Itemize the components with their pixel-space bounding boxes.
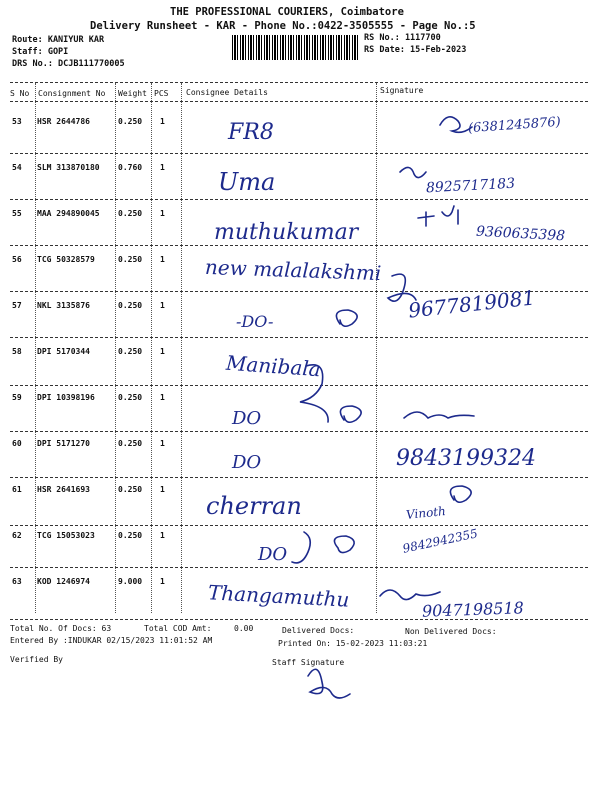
row-consignee: DO [258, 544, 288, 565]
row-signature: 9360635398 [475, 223, 566, 245]
row-sno: 53 [12, 117, 22, 126]
row-pcs: 1 [160, 301, 165, 310]
row-consignment: KOD 1246974 [37, 577, 90, 586]
row-signature: 8925717183 [425, 175, 516, 197]
row-consignment: TCG 50328579 [37, 255, 95, 264]
row-pcs: 1 [160, 485, 165, 494]
runsheet-subtitle: Delivery Runsheet - KAR - Phone No.:0422-3505555 - Page No.:5 [90, 20, 476, 32]
staff-label: Staff: GOPI [12, 47, 69, 57]
row-pcs: 1 [160, 209, 165, 218]
col-signature: Signature [380, 86, 424, 95]
row-consignee: Thangamuthu [207, 580, 350, 612]
row-consignment: HSR 2644786 [37, 117, 90, 126]
col-weight: Weight [118, 89, 147, 98]
row-pcs: 1 [160, 347, 165, 356]
rs-number: RS No.: 1117700 [364, 33, 441, 43]
row-consignee: Uma [218, 168, 276, 196]
row-weight: 0.760 [118, 163, 143, 172]
row-signature: 9047198518 [421, 598, 525, 621]
row-signature: Vinoth [405, 503, 447, 523]
row-consignment: DPI 5171270 [37, 439, 90, 448]
route-label: Route: KANIYUR KAR [12, 35, 105, 45]
row-sno: 60 [12, 439, 22, 448]
row-consignment: DPI 10398196 [37, 393, 95, 402]
total-cod-label: Total COD Amt: [144, 624, 212, 633]
row-signature: (6381245876) [467, 114, 562, 137]
row-consignment: HSR 2641693 [37, 485, 90, 494]
row-consignment: TCG 15053023 [37, 531, 95, 540]
row-pcs: 1 [160, 117, 165, 126]
row-weight: 0.250 [118, 393, 143, 402]
verified-by: Verified By [10, 655, 63, 664]
row-signature: 9843199324 [396, 446, 536, 471]
row-weight: 0.250 [118, 485, 143, 494]
row-consignee: FR8 [228, 120, 274, 145]
row-consignee: DO [232, 452, 262, 473]
row-sno: 55 [12, 209, 22, 218]
col-consignment: Consignment No [38, 89, 106, 98]
row-weight: 0.250 [118, 347, 143, 356]
row-consignee: muthukumar [214, 220, 359, 245]
row-pcs: 1 [160, 531, 165, 540]
row-pcs: 1 [160, 393, 165, 402]
row-sno: 57 [12, 301, 22, 310]
row-weight: 0.250 [118, 209, 143, 218]
row-sno: 58 [12, 347, 22, 356]
row-consignment: NKL 3135876 [37, 301, 90, 310]
row-weight: 0.250 [118, 117, 143, 126]
row-signature: 9842942355 [401, 526, 479, 556]
drs-number: DRS No.: DCJB111770005 [12, 59, 125, 69]
staff-signature-label: Staff Signature [272, 658, 345, 667]
row-signature: 9677819081 [407, 285, 537, 323]
row-pcs: 1 [160, 163, 165, 172]
delivered-docs: Delivered Docs: [282, 626, 355, 635]
row-pcs: 1 [160, 255, 165, 264]
row-sno: 62 [12, 531, 22, 540]
row-sno: 54 [12, 163, 22, 172]
col-sno: S No [10, 89, 30, 98]
row-consignee: Manibala [225, 350, 322, 382]
row-consignee: DO [232, 408, 262, 429]
row-pcs: 1 [160, 439, 165, 448]
row-weight: 9.000 [118, 577, 143, 586]
row-consignment: SLM 313870180 [37, 163, 100, 172]
row-sno: 56 [12, 255, 22, 264]
row-weight: 0.250 [118, 531, 143, 540]
col-pcs: PCS [154, 89, 169, 98]
row-consignee: -DO- [236, 312, 274, 331]
company-title: THE PROFESSIONAL COURIERS, Coimbatore [170, 6, 404, 18]
row-consignment: DPI 5170344 [37, 347, 90, 356]
row-sno: 61 [12, 485, 22, 494]
printed-on: Printed On: 15-02-2023 11:03:21 [278, 639, 428, 648]
row-sno: 59 [12, 393, 22, 402]
total-docs: Total No. Of Docs: 63 [10, 624, 112, 633]
row-consignment: MAA 294890045 [37, 209, 100, 218]
row-pcs: 1 [160, 577, 165, 586]
non-delivered-docs: Non Delivered Docs: [405, 627, 497, 636]
row-weight: 0.250 [118, 255, 143, 264]
total-cod-value: 0.00 [234, 624, 254, 633]
row-consignee: new malalakshmi [204, 254, 382, 286]
row-sno: 63 [12, 577, 22, 586]
entered-by: Entered By :INDUKAR 02/15/2023 11:01:52 AM [10, 636, 213, 645]
row-weight: 0.250 [118, 439, 143, 448]
col-consignee: Consignee Details [186, 88, 268, 97]
rs-date: RS Date: 15-Feb-2023 [364, 45, 467, 55]
row-consignee: cherran [206, 492, 302, 520]
row-weight: 0.250 [118, 301, 143, 310]
